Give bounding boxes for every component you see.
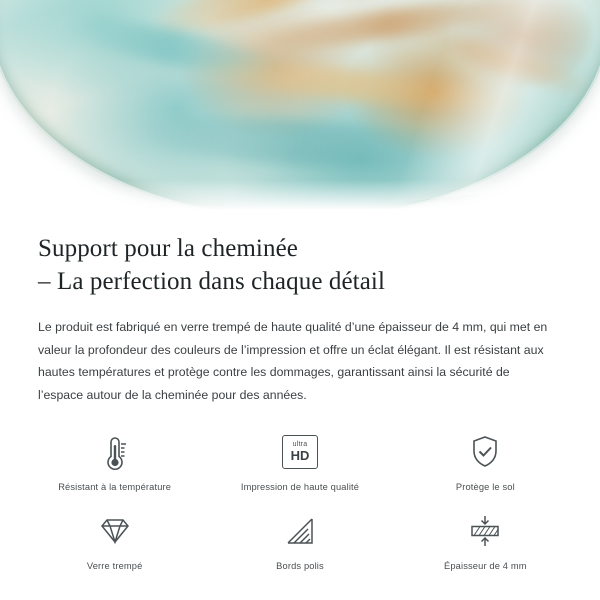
artwork-streak — [189, 53, 510, 116]
ultra-hd-top-text: ultra — [292, 441, 308, 449]
feature-label: Protège le sol — [455, 481, 515, 492]
artwork-streak — [109, 107, 491, 179]
feature-item-print-quality — [207, 429, 392, 492]
feature-item-thickness — [393, 508, 578, 571]
feature-label: Verre trempé — [86, 560, 143, 571]
ultra-hd-icon — [282, 429, 318, 475]
feature-label: Épaisseur de 4 mm — [444, 560, 527, 571]
thermometer-icon — [97, 429, 133, 475]
feature-item-floor-protection — [393, 429, 578, 492]
feature-grid — [0, 429, 600, 571]
feature-label: Bords polis — [276, 560, 324, 571]
text-content — [0, 214, 600, 407]
polished-edges-icon — [282, 508, 318, 554]
page-title-line-1: Support pour la cheminée — [38, 235, 298, 262]
feature-item-tempered-glass — [22, 508, 207, 571]
hero-artwork-background — [0, 0, 600, 214]
feature-label: Résistant à la température — [58, 481, 172, 492]
page-title-line-2: – La perfection dans chaque détail — [38, 268, 385, 295]
ultra-hd-bottom-text: HD — [290, 448, 310, 464]
description-paragraph: Le produit est fabriqué en verre trempé de haute qualité d’une épaisseur de 4 mm, qui met en valeur la profondeur des couleurs de l’impression et offre un éclat élégant. Il est résistant aux hautes températures et protège contre les dommages, garantissant ainsi la sécurité de l’espace autour de la cheminée pour des années. — [38, 320, 548, 403]
thickness-arrows-icon — [465, 508, 505, 554]
feature-item-polished-edges — [207, 508, 392, 571]
page-title — [38, 232, 562, 298]
shield-check-icon — [467, 429, 503, 475]
hero-image — [0, 0, 600, 214]
feature-item-temperature — [22, 429, 207, 492]
feature-label: Impression de haute qualité — [240, 481, 360, 492]
diamond-icon — [95, 508, 135, 554]
